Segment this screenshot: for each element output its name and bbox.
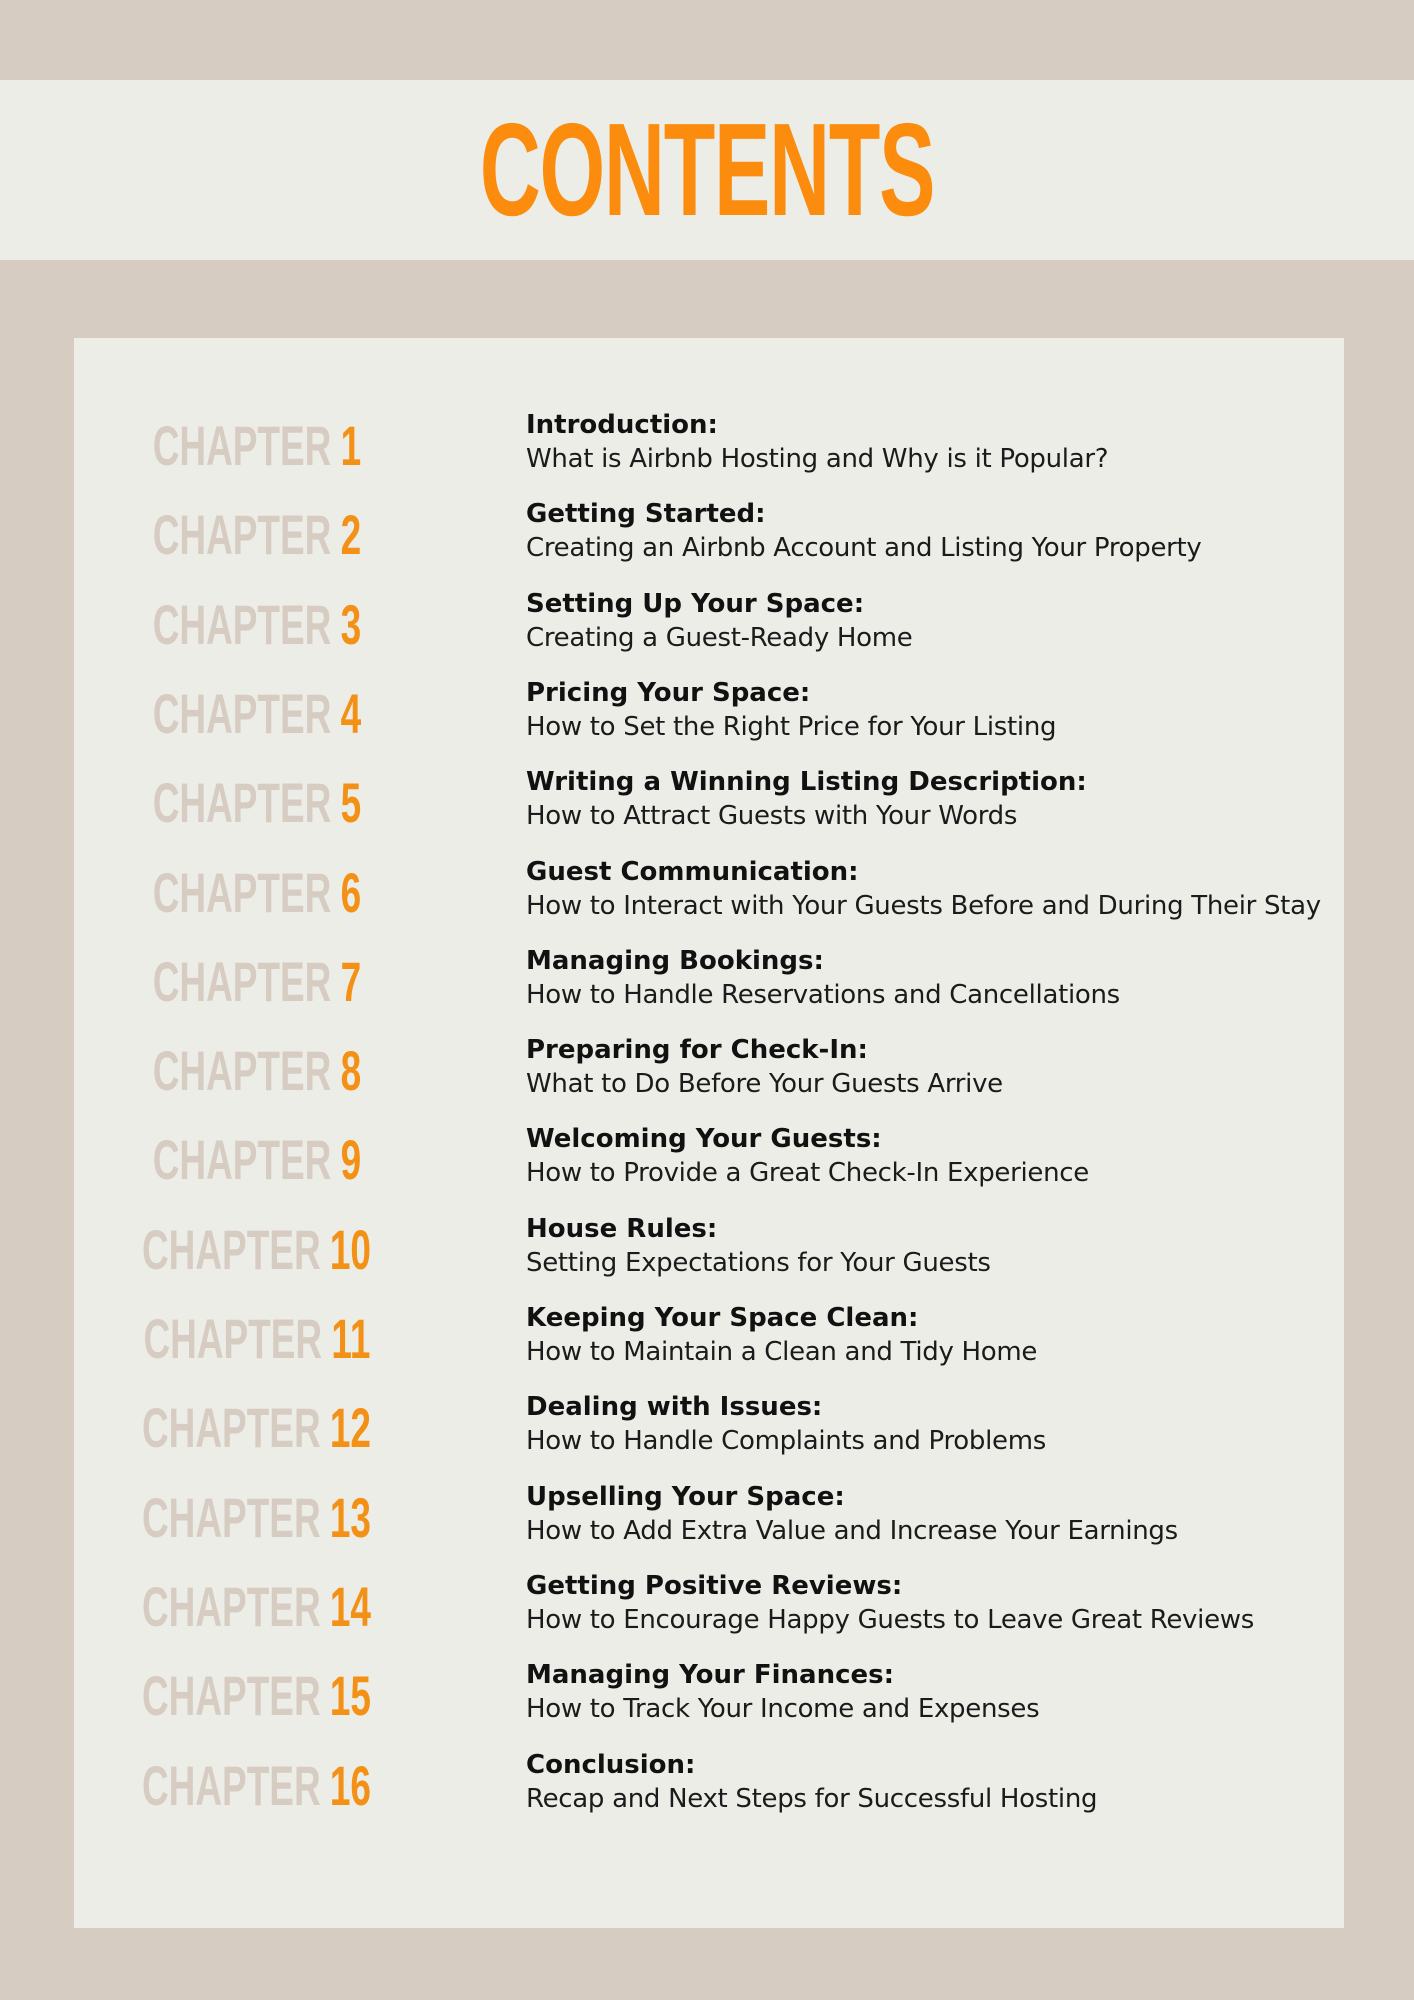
toc-entry — [74, 585, 1344, 665]
chapter-title: Managing Bookings: — [526, 945, 824, 976]
toc-entry — [74, 1388, 1344, 1468]
toc-entry — [74, 1210, 1344, 1290]
chapter-title: House Rules: — [526, 1213, 718, 1244]
chapter-heading — [141, 1574, 371, 1638]
chapter-subtitle: Creating an Airbnb Account and Listing Your Property — [526, 533, 1202, 564]
chapter-title: Guest Communication: — [526, 856, 859, 887]
chapter-label — [74, 1031, 439, 1111]
chapter-label — [74, 942, 439, 1022]
chapter-title: Managing Your Finances: — [526, 1660, 895, 1691]
chapter-word: CHAPTER — [143, 1307, 322, 1370]
chapter-word: CHAPTER — [141, 1664, 321, 1728]
chapter-entry — [526, 497, 1326, 565]
chapter-subtitle: Setting Expectations for Your Guests — [526, 1247, 991, 1278]
chapter-label — [74, 853, 439, 933]
chapter-heading — [152, 1128, 361, 1192]
chapter-subtitle: What to Do Before Your Guests Arrive — [526, 1069, 1003, 1100]
contents-panel — [74, 338, 1344, 1928]
chapter-entry — [526, 1301, 1326, 1369]
chapter-subtitle: How to Maintain a Clean and Tidy Home — [526, 1337, 1038, 1367]
chapter-number: 13 — [329, 1485, 371, 1549]
chapter-word: CHAPTER — [141, 1217, 321, 1281]
chapter-heading — [152, 1039, 361, 1103]
chapter-entry — [526, 855, 1326, 923]
chapter-entry — [526, 1212, 1326, 1280]
chapter-word: CHAPTER — [152, 414, 331, 477]
chapter-word: CHAPTER — [152, 860, 331, 924]
chapter-label — [74, 1746, 439, 1826]
chapter-heading — [141, 1396, 371, 1460]
chapter-number: 11 — [330, 1307, 370, 1370]
chapter-entry — [526, 1480, 1326, 1548]
chapter-entry — [526, 1390, 1326, 1458]
chapter-entry — [526, 1658, 1326, 1726]
toc-entry — [74, 853, 1344, 933]
chapter-label — [74, 1478, 439, 1558]
chapter-entry — [526, 408, 1326, 476]
chapter-subtitle: How to Interact with Your Guests Before and During Their Stay — [526, 890, 1321, 921]
chapter-heading — [152, 949, 361, 1013]
chapter-number: 8 — [340, 1039, 361, 1103]
chapter-entry — [526, 1122, 1326, 1190]
toc-entry — [74, 406, 1344, 486]
chapter-title: Setting Up Your Space: — [526, 588, 865, 619]
toc-entry — [74, 1120, 1344, 1200]
chapter-heading — [141, 1753, 371, 1817]
chapter-subtitle: How to Encourage Happy Guests to Leave Great Reviews — [526, 1604, 1254, 1635]
chapter-label — [74, 1388, 439, 1468]
chapter-title: Dealing with Issues: — [526, 1392, 823, 1423]
chapter-entry — [526, 944, 1326, 1012]
toc-entry — [74, 674, 1344, 754]
chapter-heading — [152, 771, 361, 835]
chapter-label — [74, 495, 439, 575]
chapter-number: 9 — [340, 1128, 361, 1192]
chapter-title: Getting Positive Reviews: — [526, 1570, 903, 1601]
title-band — [0, 80, 1414, 260]
chapter-entry — [526, 1748, 1326, 1816]
chapter-subtitle: How to Provide a Great Check-In Experience — [526, 1158, 1089, 1189]
chapter-heading — [141, 1664, 371, 1728]
chapter-heading — [141, 1217, 371, 1281]
chapter-title: Getting Started: — [526, 499, 766, 530]
toc-entry — [74, 495, 1344, 575]
chapter-number: 6 — [340, 860, 361, 924]
chapter-subtitle: How to Handle Reservations and Cancellations — [526, 979, 1120, 1010]
chapter-entry — [526, 765, 1326, 833]
chapter-subtitle: How to Add Extra Value and Increase Your Earnings — [526, 1515, 1178, 1546]
chapter-heading — [143, 1307, 370, 1370]
toc-entry — [74, 1299, 1344, 1379]
chapter-number: 15 — [329, 1664, 371, 1728]
toc-entry — [74, 1478, 1344, 1558]
chapter-label — [74, 1120, 439, 1200]
chapter-label — [74, 674, 439, 754]
chapter-number: 3 — [340, 592, 361, 656]
chapter-word: CHAPTER — [152, 771, 331, 835]
chapter-number: 1 — [340, 414, 361, 477]
chapter-title: Writing a Winning Listing Description: — [526, 767, 1087, 798]
toc-entry — [74, 942, 1344, 1022]
chapter-heading — [152, 592, 361, 656]
toc-entry — [74, 763, 1344, 843]
chapter-number: 14 — [329, 1574, 371, 1638]
chapter-title: Conclusion: — [526, 1749, 696, 1780]
chapter-number: 2 — [340, 503, 361, 567]
chapter-word: CHAPTER — [152, 1039, 331, 1103]
chapter-title: Introduction: — [526, 410, 718, 440]
chapter-subtitle: How to Attract Guests with Your Words — [526, 801, 1018, 832]
chapter-entry — [526, 1569, 1326, 1637]
chapter-entry — [526, 676, 1326, 744]
page-title: CONTENTS — [479, 96, 935, 243]
chapter-word: CHAPTER — [141, 1485, 321, 1549]
chapter-subtitle: How to Set the Right Price for Your Listing — [526, 711, 1057, 742]
chapter-label — [74, 1210, 439, 1290]
chapter-subtitle: How to Handle Complaints and Problems — [526, 1426, 1046, 1457]
chapter-number: 10 — [329, 1217, 371, 1281]
chapter-title: Welcoming Your Guests: — [526, 1124, 882, 1155]
chapter-title: Keeping Your Space Clean: — [526, 1303, 919, 1333]
chapter-word: CHAPTER — [152, 1128, 331, 1192]
chapter-subtitle: Creating a Guest-Ready Home — [526, 622, 913, 653]
toc-entry — [74, 1567, 1344, 1647]
chapter-number: 4 — [340, 681, 361, 745]
chapter-title: Upselling Your Space: — [526, 1481, 845, 1512]
chapter-subtitle: Recap and Next Steps for Successful Hosting — [526, 1783, 1098, 1814]
chapter-label — [74, 585, 439, 665]
chapter-subtitle: How to Track Your Income and Expenses — [526, 1694, 1040, 1725]
chapter-entry — [526, 587, 1326, 655]
chapter-number: 16 — [329, 1753, 371, 1817]
chapter-entry — [526, 1033, 1326, 1101]
chapter-word: CHAPTER — [152, 681, 331, 745]
chapter-label — [74, 406, 439, 486]
chapter-heading — [152, 414, 361, 477]
chapter-label — [74, 1567, 439, 1647]
chapter-number: 5 — [340, 771, 361, 835]
toc-entry — [74, 1031, 1344, 1111]
chapter-title: Preparing for Check-In: — [526, 1035, 868, 1066]
chapter-label — [74, 1656, 439, 1736]
chapter-heading — [152, 681, 361, 745]
toc-entry — [74, 1656, 1344, 1736]
chapter-label — [74, 1299, 439, 1379]
chapter-label — [74, 763, 439, 843]
chapter-heading — [152, 503, 361, 567]
toc-entry — [74, 1746, 1344, 1826]
chapter-word: CHAPTER — [141, 1396, 321, 1460]
chapter-word: CHAPTER — [141, 1753, 321, 1817]
chapter-word: CHAPTER — [152, 949, 331, 1013]
chapter-subtitle: What is Airbnb Hosting and Why is it Popular? — [526, 444, 1109, 474]
chapter-heading — [152, 860, 361, 924]
chapter-number: 12 — [329, 1396, 371, 1460]
chapter-title: Pricing Your Space: — [526, 677, 811, 708]
chapter-number: 7 — [340, 949, 361, 1013]
chapter-word: CHAPTER — [141, 1574, 321, 1638]
chapter-word: CHAPTER — [152, 503, 331, 567]
chapter-word: CHAPTER — [152, 592, 331, 656]
chapter-heading — [141, 1485, 371, 1549]
